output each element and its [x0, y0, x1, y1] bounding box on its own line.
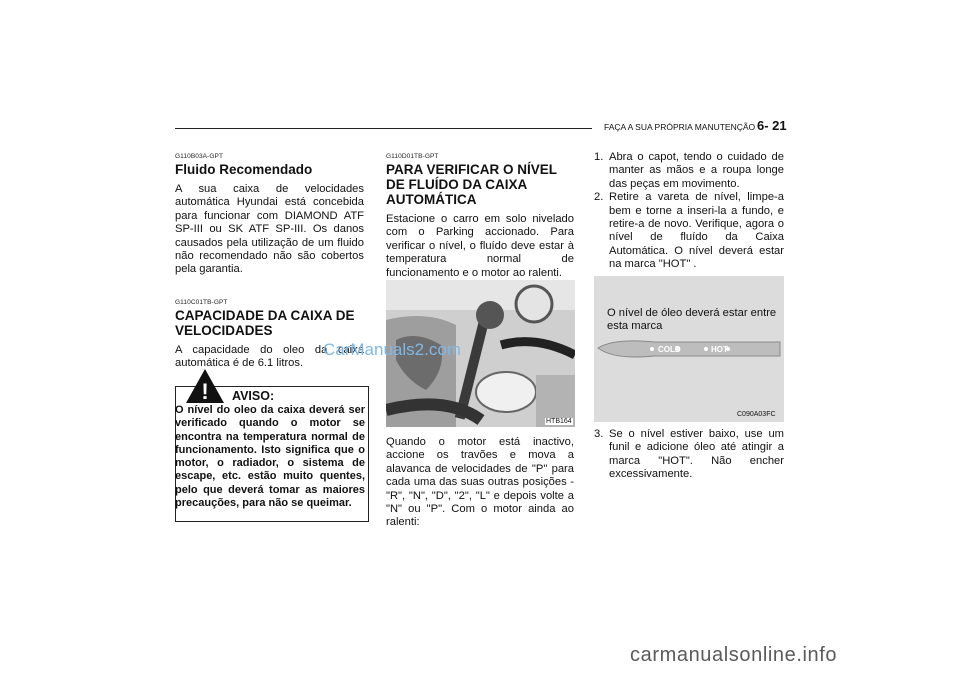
section-paragraph: Estacione o carro em solo nivelado com o Parking accionado. Para verificar o nível, o fluído deve estar à temperatura normal de funcionamento e o motor ao ralenti.	[386, 213, 574, 279]
figure-code: C090A03FC	[737, 411, 776, 418]
section-code: G110C01TB-GPT	[175, 298, 228, 306]
column-right	[594, 151, 784, 272]
list-item	[594, 191, 784, 271]
warning-title: AVISO:	[232, 389, 275, 403]
step-number: 2.	[594, 191, 604, 204]
figure-caption: O nível de óleo deverá estar entre esta marca	[607, 307, 777, 333]
step-text: Retire a vareta de nível, limpe-a bem e torne a inseri-la a fundo, e retire-a de novo. Verifique, agora o nível de fluído da Caixa Automática. O nível deverá estar na marca "HOT" .	[609, 191, 784, 271]
dipstick-figure	[594, 276, 784, 422]
header-rule	[175, 128, 592, 129]
warning-icon	[185, 368, 225, 404]
step-text: Abra o capot, tendo o cuidado de manter as mãos e a roupa longe das peças em movimento.	[609, 151, 784, 190]
step-text: Se o nível estiver baixo, use um funil e adicione óleo até atingir a marca "HOT". Não encher excessivamente.	[609, 428, 784, 481]
section-paragraph: A capacidade do oleo da caixa automática é de 6.1 litros.	[175, 343, 364, 370]
section-code: G110B03A-GPT	[175, 153, 224, 160]
hot-mark: HOT	[711, 345, 728, 354]
photo-code: HTB164	[546, 418, 572, 425]
section-heading: Fluido Recomendado	[175, 162, 313, 177]
column-right-bottom	[594, 428, 784, 482]
section-heading: CAPACIDADE DA CAIXA DE VELOCIDADES	[175, 307, 355, 338]
watermark: CarManuals2.com	[323, 340, 461, 359]
section-paragraph: Quando o motor está inactivo, accione os travões e mova a alavanca de velocidades de "P" para cada uma das suas outras posições - "R", "N", "D", "2", "L" e depois volte a "N" ou "P". Com o motor ainda ao ralenti:	[386, 436, 574, 529]
section-code: G110D01TB-GPT	[386, 153, 439, 160]
section-title: FAÇA A SUA PRÓPRIA MANUTENÇÃO	[604, 122, 756, 132]
step-number: 1.	[594, 151, 604, 163]
cold-mark: COLD	[658, 345, 681, 354]
warning-symbol: !	[201, 379, 209, 404]
list-item	[594, 151, 784, 191]
list-item	[594, 428, 784, 482]
column-left	[175, 153, 364, 371]
page-number: 6- 21	[757, 118, 787, 133]
column-middle-bottom	[386, 436, 574, 530]
footer-watermark: carmanualsonline.info	[630, 644, 838, 666]
section-paragraph: A sua caixa de velocidades automática Hyundai está concebida para funcionar com DIAMOND ATF SP-III ou SK ATF SP-III. Os danos causados pela utilização de um fluido não recomendado não são cobertos pela garantia.	[175, 183, 364, 276]
column-middle	[386, 153, 574, 280]
warning-text: O nível do oleo da caixa deverá ser verificado quando o motor se encontra na temperatura normal de funcionamento. Isto significa que o motor, o radiador, o sistema de escape, etc. estão muito quentes, pelo que deverá tomar as maiores precauções, para não se queimar.	[175, 404, 365, 510]
section-heading: PARA VERIFICAR O NÍVEL DE FLUÍDO DA CAIXA AUTOMÁTICA	[386, 162, 557, 207]
step-number: 3.	[594, 428, 604, 440]
